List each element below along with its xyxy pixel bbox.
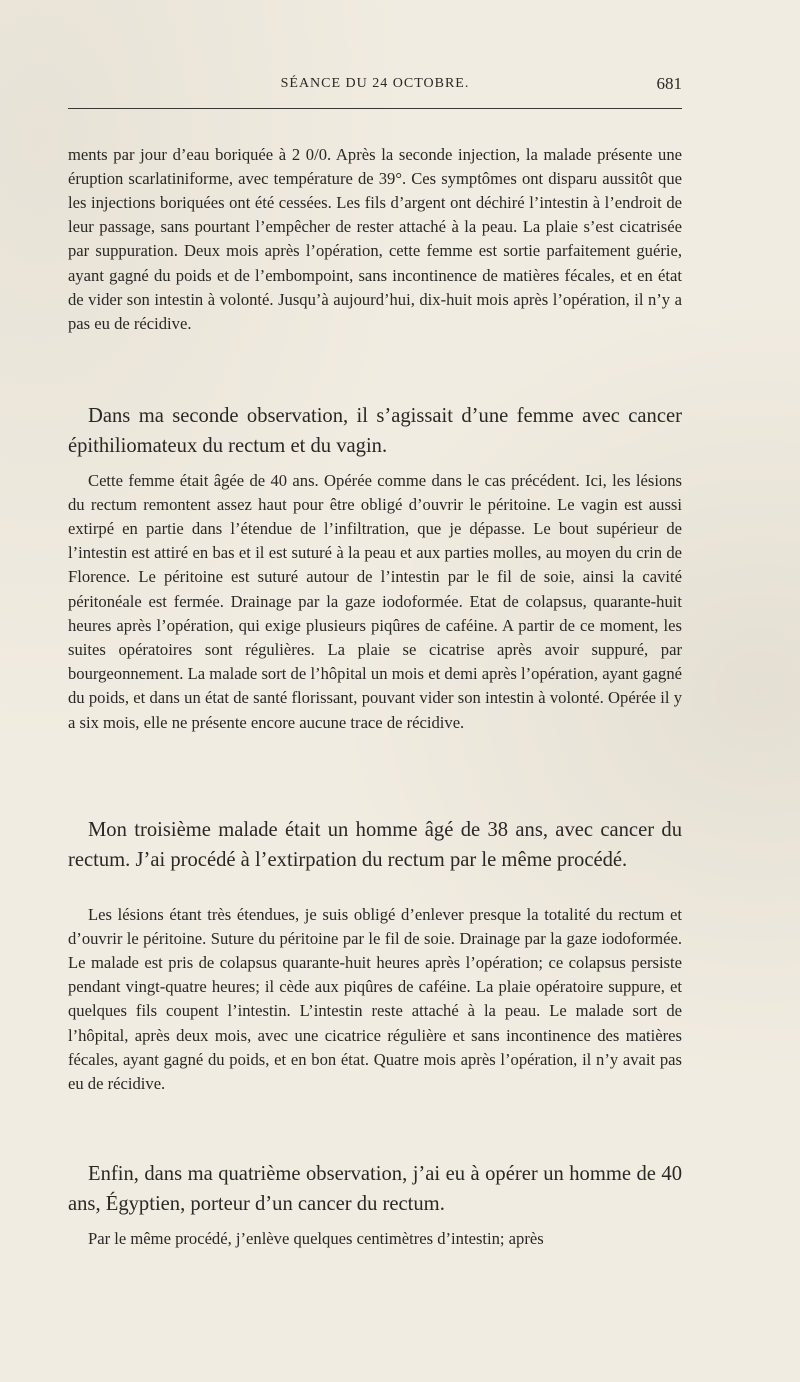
page-header <box>68 76 682 98</box>
running-head: SÉANCE DU 24 OCTOBRE. <box>280 76 470 91</box>
paragraph-second-observation-details: Cette femme était âgée de 40 ans. Opérée comme dans le cas précédent. Ici, les lésions du rectum remontent assez haut pour être obligé d’ouvrir le péritoine. Le vagin est aussi extirpé en partie dans l’étendue de l’infiltration, que je dépasse. Le bout supérieur de l’intestin est attiré en bas et il est suturé à la peau et aux parties molles, au moyen du crin de Florence. Le péritoine est suturé autour de l’intestin par le fil de soie, ainsi la cavité péritonéale est fermée. Drainage par la gaze iodoformée. Etat de colapsus, quarante-huit heures après l’opération, qui exige plusieurs piqûres de caféine. A partir de ce moment, les suites opératoires sont régulières. La plaie se cicatrise après avoir suppuré, par bourgeonnement. La malade sort de l’hôpital un mois et demi après l’opération, ayant gagné du poids, et dans un état de santé florissant, pouvant vider son intestin à volonté. Opérée il y a six mois, elle ne présente encore aucune trace de récidive. <box>68 470 682 732</box>
paragraph-fourth-observation-intro: Enfin, dans ma quatrième observation, j’ai eu à opérer un homme de 40 ans, Égyptien, porteur d’un cancer du rectum. <box>68 1162 682 1215</box>
paragraph-fourth-observation-details: Par le même procédé, j’enlève quelques centimètres d’intestin; après <box>88 1228 544 1248</box>
paragraph-third-observation-details: Les lésions étant très étendues, je suis obligé d’enlever presque la totalité du rectum et d’ouvrir le péritoine. Suture du péritoine par le fil de soie. Drainage par la gaze iodoformée. Le malade est pris de colapsus quarante-huit heures après l’opération; ce colapsus persiste pendant vingt-quatre heures; il cède aux piqûres de caféine. La plaie opératoire suppure, et quelques fils coupent l’intestin. L’intestin reste attaché à la peau. Le malade sort de l’hôpital, après deux mois, avec une cicatrice régulière et sans incontinence des matières fécales, ayant gagné du poids, et en bon état. Quatre mois après l’opération, il n’y avait pas eu de récidive. <box>68 904 682 1094</box>
header-rule <box>68 108 682 109</box>
paragraph-second-observation-intro: Dans ma seconde observation, il s’agissait d’une femme avec cancer épithiliomateux du rectum et du vagin. <box>68 404 682 457</box>
paragraph-first-case-conclusion: ments par jour d’eau boriquée à 2 0/0. Après la seconde injection, la malade présente une éruption scarlatiniforme, avec température de 39°. Ces symptômes ont disparu aussitôt que les injections boriquées ont été cessées. Les fils d’argent ont déchiré l’intestin à l’endroit de leur passage, sans pourtant l’empêcher de rester attaché à la peau. La plaie s’est cicatrisée par suppuration. Deux mois après l’opération, cette femme est sortie parfaitement guérie, ayant gagné du poids et de l’embompoint, sans incontinence de matières fécales, et en état de vider son intestin à volonté. Jusqu’à aujourd’hui, dix-huit mois après l’opération, il n’y a pas eu de récidive. <box>68 144 682 334</box>
paragraph-third-observation-intro: Mon troisième malade était un homme âgé de 38 ans, avec cancer du rectum. J’ai procédé à l’extirpation du rectum par le même procédé. <box>68 818 682 871</box>
page-number: 681 <box>656 74 682 93</box>
